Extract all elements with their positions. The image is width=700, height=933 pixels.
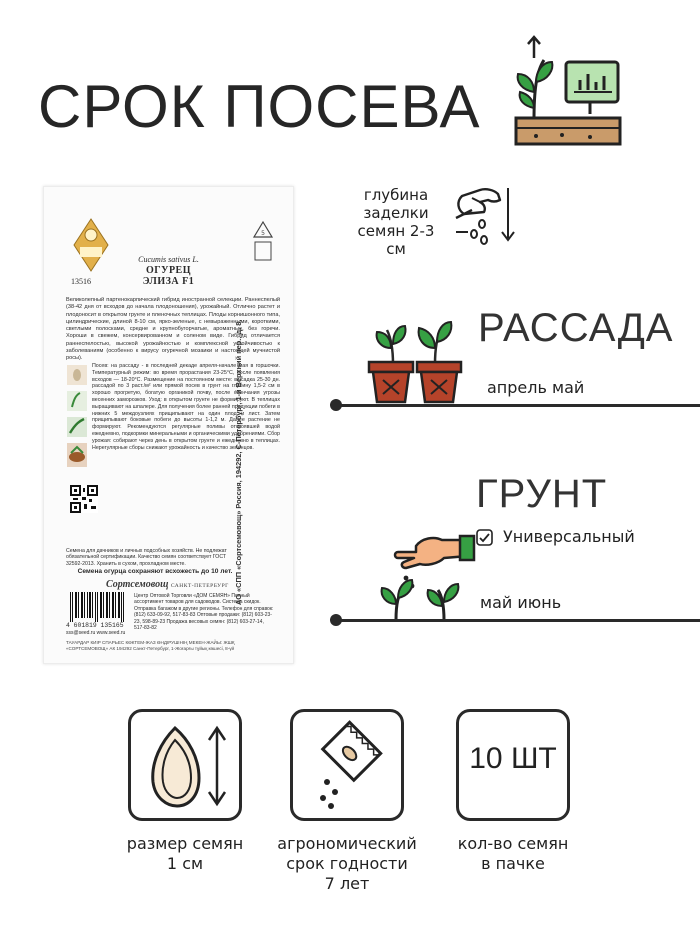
seed-size-card <box>128 709 242 821</box>
barcode-number: 4 601819 135165 <box>66 622 124 629</box>
seed-count-value: 10 ШТ <box>469 742 557 775</box>
germination-note: Семена огурца сохраняют всхожесть до 10 лет. <box>77 568 233 575</box>
shelf-life-caption: агрономический срок годности 7 лет <box>277 834 417 893</box>
seed-count-caption: кол-во семян в пачке <box>457 834 569 873</box>
manufacturer-address: АО «СПП «Сортсемовощ» Россия, 194292, С-Петербург, 1-й Верхний пер., д. 8. <box>234 319 243 605</box>
ground-months: май июнь <box>480 593 562 612</box>
seed-count-card <box>456 709 570 821</box>
variety-name: ЭЛИЗА F1 <box>142 276 195 287</box>
seedling-title: РАССАДА <box>478 306 674 350</box>
sowing-depth-label: глубина заделки семян 2-3 см <box>357 186 435 258</box>
seed-packet-icon <box>293 712 401 818</box>
latin-name: Cucumis sativus L. <box>138 255 199 264</box>
seedling-chart-icon <box>512 32 624 150</box>
timeline-dot-seedling <box>330 399 342 411</box>
soil-type: Универсальный <box>503 527 635 546</box>
timeline-line-ground <box>334 619 700 622</box>
certification-note: Семена для дачников и личных подсобных хозяйств. Не подлежат обязательной сертификации. Качество семян соответствует ГОСТ 32592-2013. Хранить в сухом, прохладном месте. <box>66 548 227 567</box>
growing-steps-text: Посев: на рассаду - в последней декаде апреля-начале мая в горшочки. Температурный режим: во время прорастания 23-25°С, после появления всходов — 18-20°С. Размещение на постоянном месте: высадка 25-30 дн. рассадой по 3 раст./м² или прямой посев в грунт на глубину 1,5-2 см в хорошо прогретую, богатую органикой почву, после окончания угрозы весенних заморозков. Уход: в открытом грунте не формируют. В теплицах выращивают на шпалере. Для получения более ранней продукции побеги в нижних 5 междоузлиях прищипывают на один плод и лист. Затем прищипывают боковые побеги до высоты 1-1,2 м. Далее растение не формируют. Рекомендуются регулярные поливы отстоявшей водой ежедневно, подкормки минеральными и органическими удобрениями. Сбор урожая: собирают через день в открытом грунте и ежедневно в теплицах. Нерегулярные сборы снижают урожайность и качество зеленцов. <box>92 363 280 451</box>
barcode-icon <box>68 592 128 622</box>
ground-title: ГРУНТ <box>476 472 608 516</box>
timeline-dot-ground <box>330 614 342 626</box>
seed-packet <box>43 186 294 664</box>
seedling-months: апрель май <box>487 378 585 397</box>
svg-text:5: 5 <box>261 230 265 237</box>
product-description: Великолепный партенокарпический гибрид иностранной селекции. Раннеспелый (38-42 дня от всходов до начала плодоношения), урожайный. Отлично растет и плодоносит в открытом грунте и пленочных теплицах. Плоды корнишонного типа, цилиндрические, длиной 8-10 см, ярко-зеленые, с невыраженными, короткими, светлыми полосками, средне и крупнобугорчатые, ароматные, без горечи. Хороши в свежем, консервированном и соленом виде. Гибрид отличается раннеспелостью, высокой урожайностью и комплексной устойчивостью к заболеваниям (особенно к вирусу огуречной мозаики и настоящей мучнистой росы). <box>66 297 280 362</box>
seed-size-icon <box>131 712 239 818</box>
growing-steps-illustration <box>66 363 88 475</box>
seed-depth-hand-icon <box>450 180 522 250</box>
shelf-life-card <box>290 709 404 821</box>
hand-planting-icon <box>376 524 476 624</box>
checkbox-checked-icon <box>476 529 493 546</box>
product-name: ОГУРЕЦ <box>145 265 192 276</box>
product-code: 13516 <box>71 277 91 286</box>
contacts-block: Центр Оптовой Торговли «ДОМ СЕМЯН» Полный ассортимент товаров для садоводов. Система скидок. Отправка багажом в другие регионы. Телефон для справок: (812) 633-09-92, 517-83-83 Оптовые продажи: (812) 603-23-23, 598-89-23 Продажа весовых семян: (812) 603-27-14, 517-83-82 <box>134 593 274 632</box>
timeline-line-seedling <box>334 404 700 407</box>
page-title: СРОК ПОСЕВА <box>38 73 481 140</box>
seedling-pots-icon <box>365 318 465 406</box>
website-text: sss@seed.ru www.seed.ru <box>66 630 126 636</box>
seed-size-caption: размер семян 1 см <box>126 834 244 873</box>
qr-code-icon <box>70 485 98 513</box>
packet-footer: ТАУАРДАР КИІР СПАРЬЕС КӨКТЕМ-ЖАЗ ӨНДІРУШІНІҢ МЕКЕН-ЖАЙЫ: ЖШҚ «СОРТСЕМОВОЩ» АК 194292 Санкт-Петербург, 1-Жоғарғы тұйық көшесі, 8-үй <box>66 640 235 651</box>
brand-logo: Сортсемовощ САНКТ-ПЕТЕРБУРГ <box>106 579 229 590</box>
